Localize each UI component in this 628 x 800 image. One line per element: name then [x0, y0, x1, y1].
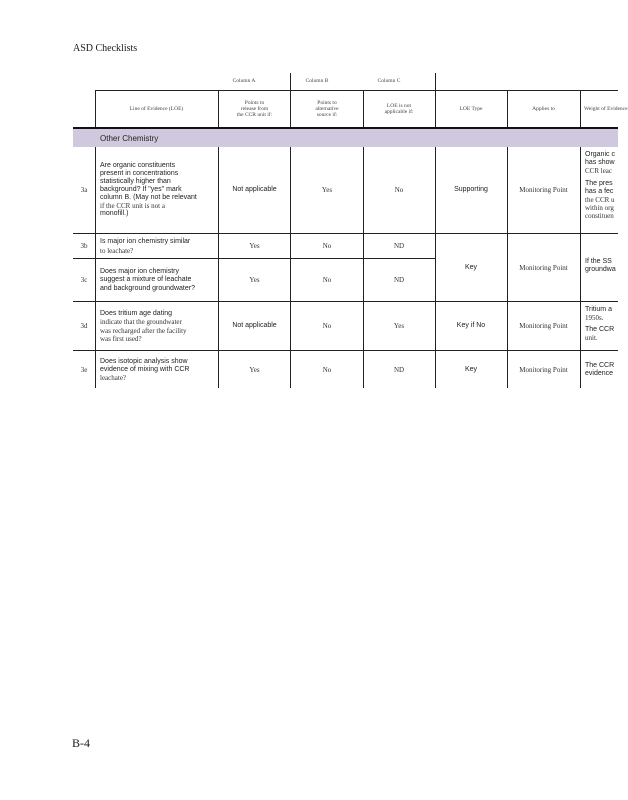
row-3a-q-line-1: Are organic constituents: [100, 161, 176, 169]
grid-body-v4: [363, 147, 364, 388]
row-3b-w-line-2: groundwa: [585, 266, 616, 274]
row-3c-id: 3c: [80, 276, 88, 285]
grid-header-bottom: [73, 127, 618, 129]
grid-body-v2: [218, 147, 219, 388]
row-3a-col-b: Yes: [321, 185, 333, 194]
page-number: B-4: [72, 736, 90, 750]
row-3a-q-line-4: background? If "yes" mark: [100, 185, 182, 193]
col-c-group-label: Column C: [377, 77, 401, 84]
row-3c-q-line-1: Does major ion chemistry: [100, 268, 179, 276]
row-3b-question: [95, 235, 218, 258]
grid-row-sep-3c: [73, 301, 618, 302]
row-3d-q-line-3: was recharged after the facility: [100, 326, 187, 335]
row-3e-w-line-1: The CCR: [585, 362, 615, 369]
row-3e-loe-type: Key: [464, 365, 478, 373]
row-3b-col-b: No: [322, 242, 332, 251]
row-3d-col-c: Yes: [393, 322, 405, 331]
row-3d-col-a: Not applicable: [232, 322, 277, 330]
row-3e-q-line-3: leachate?: [100, 374, 127, 383]
header-col-a-line-1: Points to: [244, 99, 265, 106]
section-label: Other Chemistry: [100, 133, 159, 143]
row-3d-q-line-4: was first used?: [100, 334, 142, 343]
row-3c-question: [95, 260, 218, 301]
header-col-c-line-2: applicable if:: [384, 109, 414, 115]
header-col-b: [291, 90, 363, 128]
row-3d-w-line-4: unit.: [585, 334, 598, 343]
row-3b-w-line-1: If the SS: [585, 258, 612, 265]
row-3a-loe-type: Supporting: [454, 185, 488, 193]
row-3a-weight: [580, 151, 618, 231]
row-3a-q-line-5: column B. (May not be relevant: [100, 194, 197, 202]
header-col-c-line-1: LOE is not: [386, 102, 412, 109]
grid-body-v5: [435, 147, 436, 388]
row-3e-col-b: No: [322, 365, 332, 374]
row-3e-question: [95, 352, 218, 388]
row-3a-col-c: No: [394, 185, 404, 194]
row-3a-w-line-6: the CCR u: [585, 196, 615, 205]
grid-header-divider-loe-left: [95, 90, 96, 129]
row-3b-q-line-1: Is major ion chemistry similar: [100, 238, 191, 246]
row-3b-id: 3b: [80, 242, 88, 251]
header-col-a-line-2: release from: [240, 105, 269, 112]
grid-header-top: [95, 90, 618, 91]
grid-body-v6: [507, 147, 508, 388]
row-3e-q-line-1: Does isotopic analysis show: [100, 357, 188, 365]
header-applies-to: Applies to: [532, 105, 555, 112]
grid-body-v1: [95, 147, 96, 388]
row-3a-q-line-7: monofill.): [100, 210, 129, 218]
row-3a-q-line-3: statistically higher than: [100, 177, 171, 185]
row-3e-applies-to: Monitoring Point: [519, 365, 568, 374]
row-3d-w-line-3: The CCR: [585, 326, 615, 334]
row-3a-w-line-4: The pres: [585, 180, 613, 188]
row-3d-q-line-1: Does tritium age dating: [100, 310, 172, 318]
row-3a-q-line-2: present in concentrations: [100, 169, 179, 177]
header-col-a: [218, 90, 291, 128]
row-3e-w-line-2: evidence: [585, 370, 614, 378]
row-3a-question: [95, 147, 218, 233]
row-3a-col-a: Not applicable: [232, 185, 277, 193]
row-3e-q-line-2: evidence of mixing with CCR: [100, 365, 190, 373]
row-3c-col-a: Yes: [249, 276, 260, 285]
grid-header-divider-c: [363, 90, 364, 129]
header-col-b-line-1: Points to: [317, 99, 337, 106]
row-3a-w-line-2: has show: [585, 159, 615, 167]
row-3b-weight: [580, 258, 618, 282]
grid-row-sep-3d: [73, 350, 618, 351]
row-3d-col-b: No: [322, 322, 332, 331]
page-header: ASD Checklists: [73, 43, 138, 54]
header-weight-of-evidence: Weight of Evidence: [584, 105, 628, 112]
row-3b-3c-applies-to: Monitoring Point: [519, 263, 568, 272]
header-line-of-evidence: Line of Evidence (LOE): [129, 105, 184, 112]
row-3c-col-b: No: [322, 276, 332, 285]
header-col-b-line-3: source if:: [316, 112, 338, 119]
row-3c-q-line-3: and background groundwater?: [100, 284, 195, 292]
header-col-a-line-3: the CCR unit if:: [236, 112, 273, 119]
header-loe-type: LOE Type: [459, 105, 483, 112]
header-col-b-line-2: alternative: [315, 105, 339, 112]
grid-body-v3: [290, 147, 291, 388]
row-3e-id: 3e: [80, 365, 88, 374]
grid-header-divider-applies: [507, 90, 508, 129]
grid-header-divider-weight: [580, 90, 581, 129]
header-col-c: [363, 90, 435, 128]
grid-header-divider-a: [218, 90, 219, 129]
grid-row-sep-3b: [73, 258, 435, 259]
row-3d-w-line-2: 1950s.: [585, 314, 604, 323]
grid-body-v7: [580, 147, 581, 388]
row-3d-applies-to: Monitoring Point: [519, 322, 568, 331]
row-3d-q-line-2: indicate that the groundwater: [100, 318, 182, 327]
row-3c-q-line-2: suggest a mixture of leachate: [100, 276, 192, 284]
grid-header-divider-b: [290, 73, 291, 129]
grid-row-sep-3a: [73, 233, 618, 234]
row-3a-applies-to: Monitoring Point: [519, 185, 568, 194]
row-3a-w-line-1: Organic c: [585, 151, 615, 158]
row-3b-col-c: ND: [393, 242, 405, 251]
row-3b-col-a: Yes: [249, 242, 260, 251]
row-3b-q-line-2: to leachate?: [100, 246, 134, 255]
row-3d-loe-type: Key if No: [456, 322, 486, 330]
row-3c-col-c: ND: [393, 276, 405, 285]
row-3e-weight: [580, 362, 618, 386]
row-3d-id: 3d: [80, 322, 88, 331]
row-3e-col-a: Yes: [249, 365, 260, 374]
col-b-group-label: Column B: [305, 77, 329, 84]
row-3a-q-line-6: if the CCR unit is not a: [100, 202, 165, 211]
row-3a-w-line-5: has a fec: [585, 188, 614, 196]
grid-header-divider-loe: [435, 73, 436, 129]
row-3e-col-c: ND: [393, 365, 405, 374]
row-3a-id: 3a: [80, 185, 88, 194]
row-3a-w-line-7: within org: [585, 204, 614, 213]
row-3d-weight: [580, 306, 618, 350]
row-3a-w-line-8: constituen: [585, 212, 614, 221]
row-3a-w-line-3: CCR leac: [585, 167, 613, 176]
col-a-group-label: Column A: [232, 77, 256, 84]
row-3d-question: [95, 303, 218, 350]
row-3b-3c-loe-type: Key: [464, 263, 478, 271]
row-3d-w-line-1: Tritium a: [585, 306, 612, 313]
